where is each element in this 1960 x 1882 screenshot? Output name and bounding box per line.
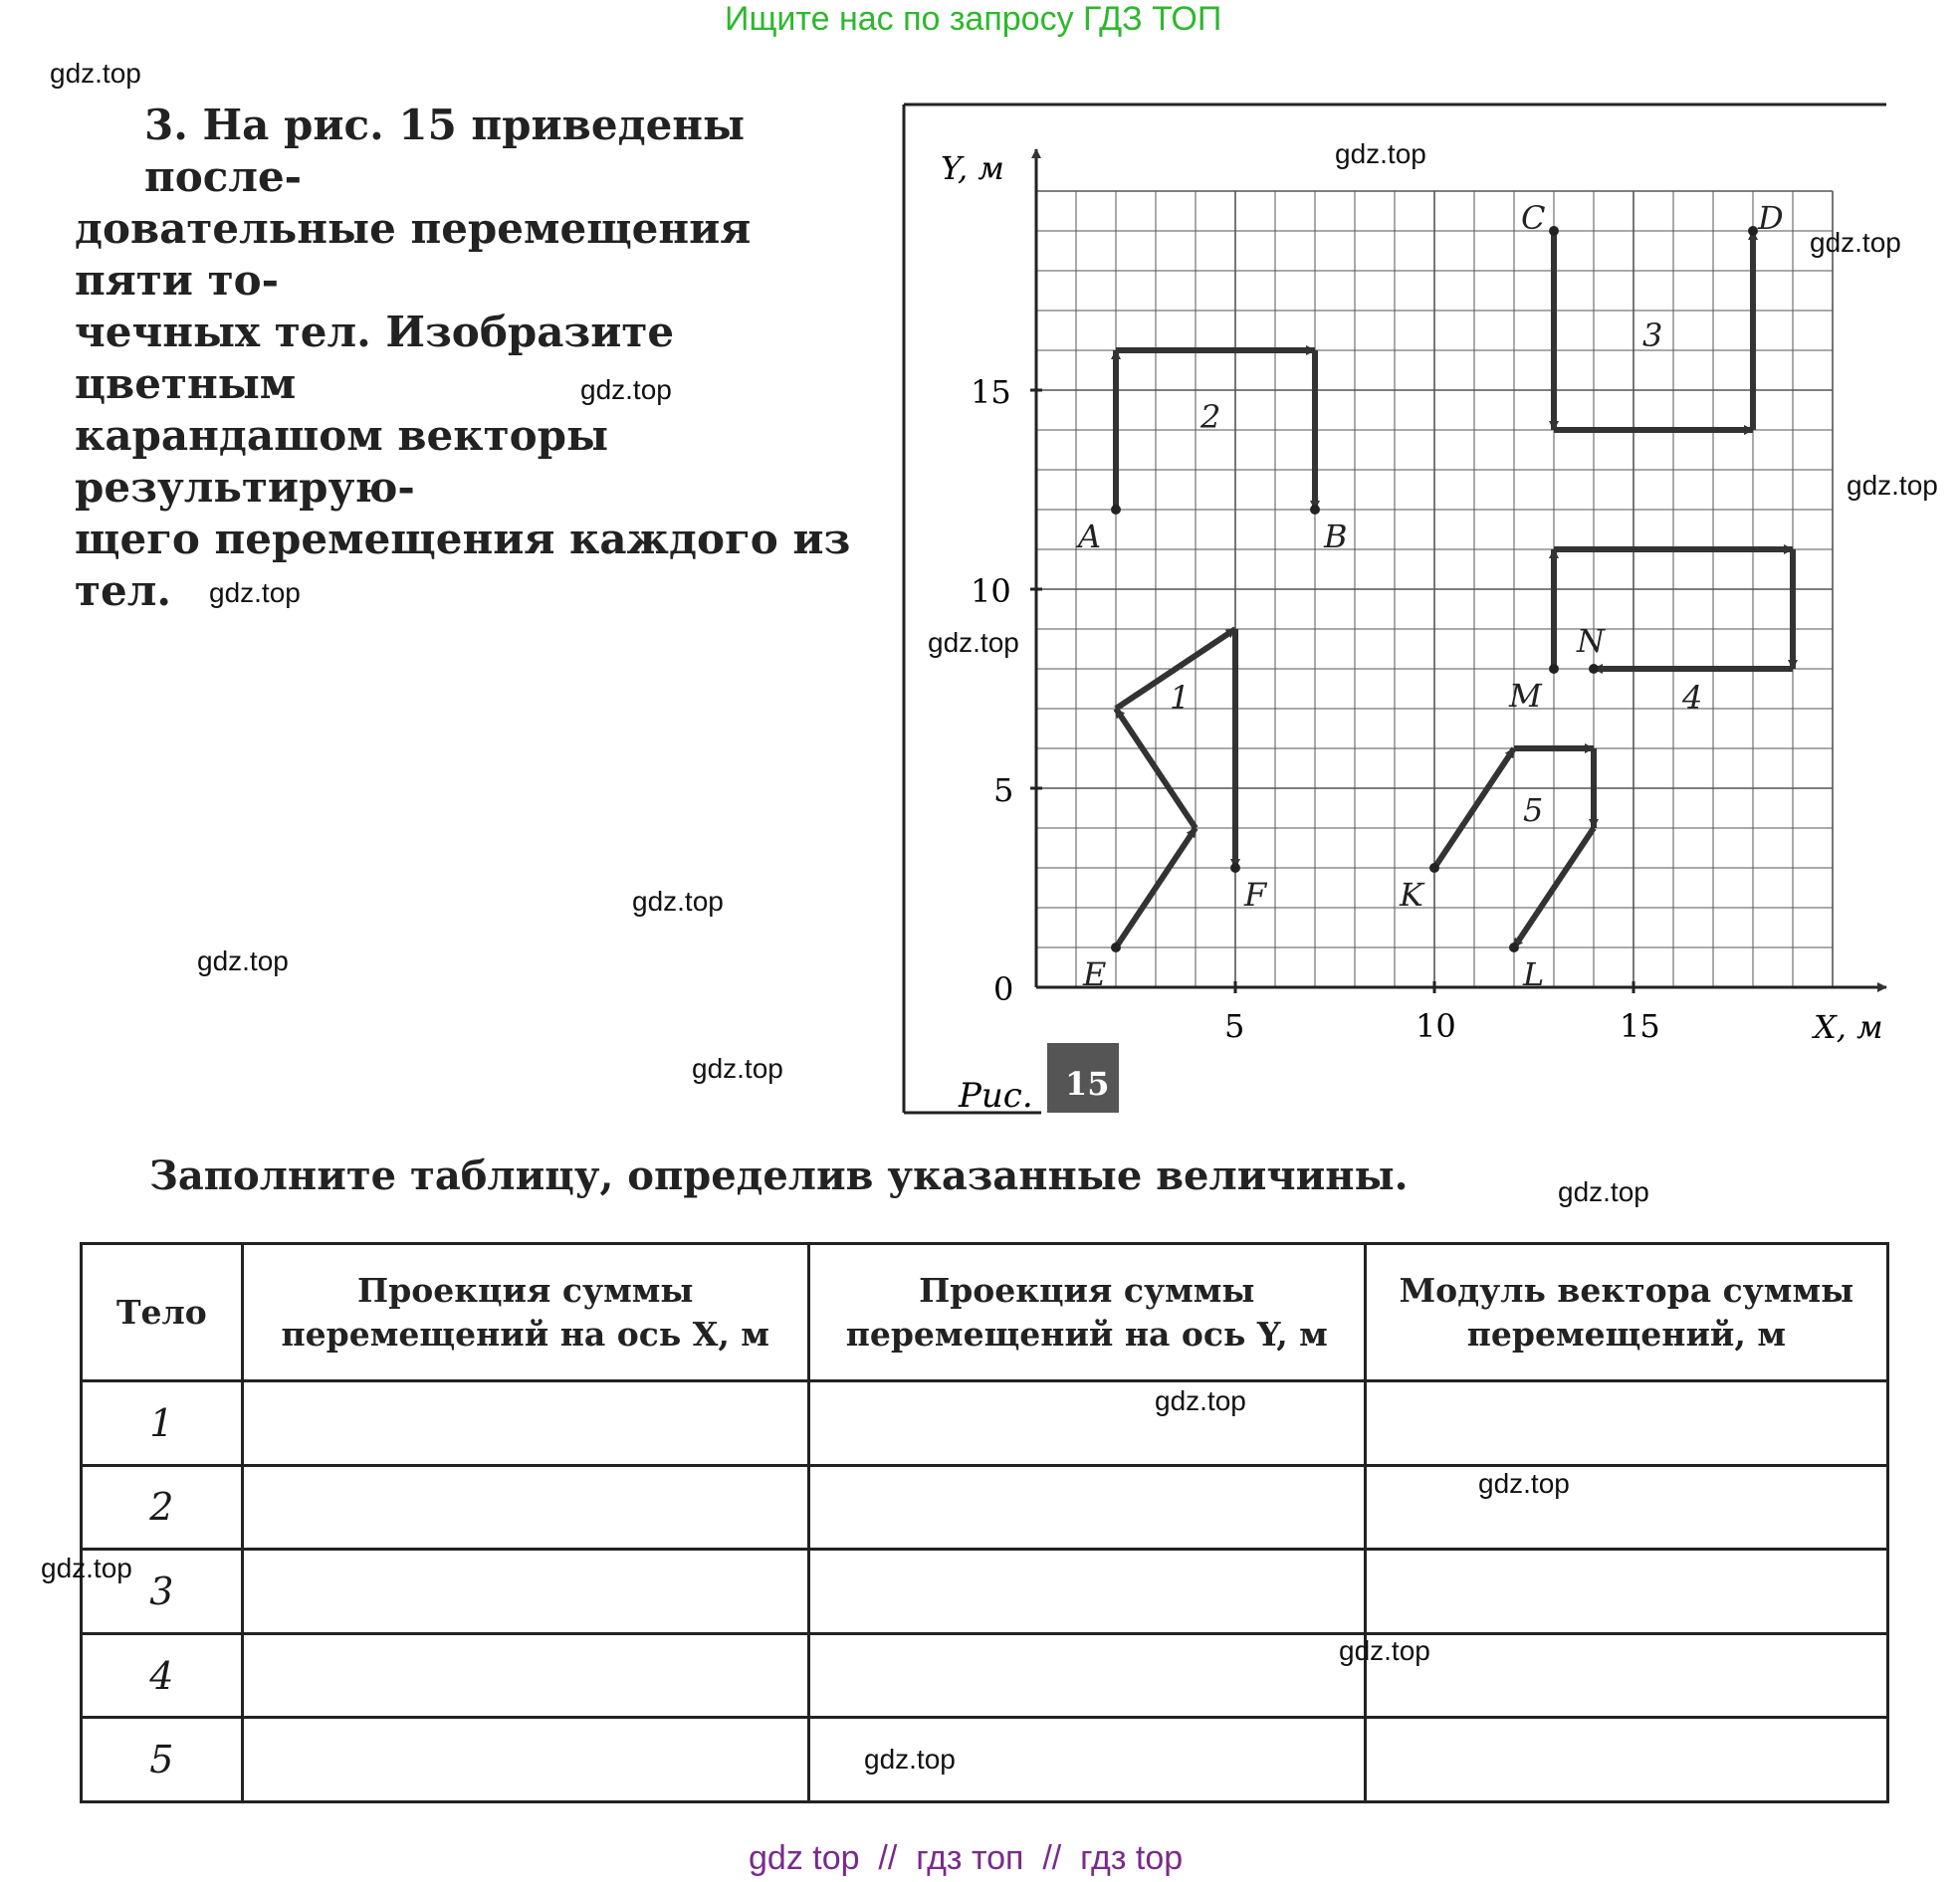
- origin-label: 0: [993, 970, 1014, 1008]
- task-line-1: 3. На рис. 15 приведены после-: [144, 101, 746, 201]
- point-label-K: K: [1400, 876, 1423, 914]
- x-tick-label: 10: [1416, 1007, 1456, 1045]
- header-body: Тело: [82, 1244, 243, 1381]
- cell-projection-x[interactable]: [242, 1465, 808, 1550]
- row-body-number: 1: [82, 1381, 243, 1466]
- coordinate-grid: [1030, 191, 1833, 993]
- row-body-number: 5: [82, 1718, 243, 1802]
- point-L: [1509, 942, 1519, 952]
- watermark: gdz.top: [1335, 138, 1426, 169]
- point-label-L: L: [1523, 955, 1545, 993]
- row-body-number: 4: [82, 1633, 243, 1718]
- point-B: [1310, 505, 1320, 515]
- watermark: gdz.top: [580, 374, 672, 405]
- watermark: gdz.top: [692, 1053, 783, 1084]
- path-label-3: 3: [1642, 316, 1663, 354]
- cell-projection-y[interactable]: [808, 1381, 1365, 1466]
- watermark: gdz.top: [1810, 227, 1901, 258]
- table-row: [82, 1381, 1888, 1466]
- y-tick-label: 10: [971, 572, 1011, 610]
- point-M: [1549, 664, 1559, 674]
- watermark: gdz.top: [41, 1553, 132, 1583]
- task-line-5: щего перемещения каждого из тел.: [75, 515, 851, 615]
- y-tick-label: 5: [993, 771, 1014, 809]
- answer-table: [80, 1242, 1889, 1803]
- point-label-F: F: [1244, 876, 1267, 914]
- cell-projection-x[interactable]: [242, 1550, 808, 1634]
- x-tick-label: 15: [1620, 1007, 1660, 1045]
- task-line-2: довательные перемещения пяти то-: [75, 204, 752, 305]
- cell-projection-x[interactable]: [242, 1633, 808, 1718]
- cell-projection-y[interactable]: [808, 1465, 1365, 1550]
- table-row: [82, 1633, 1888, 1718]
- point-C: [1549, 226, 1559, 236]
- watermark: gdz.top: [928, 627, 1019, 658]
- watermark: gdz.top: [1339, 1635, 1430, 1666]
- point-D: [1748, 226, 1758, 236]
- y-tick-label: 15: [971, 373, 1011, 411]
- point-A: [1111, 505, 1121, 515]
- cell-modulus[interactable]: [1365, 1465, 1887, 1550]
- point-F: [1230, 863, 1240, 873]
- table-header-row: [82, 1244, 1888, 1381]
- path-label-2: 2: [1200, 398, 1221, 436]
- task-line-4: карандашом векторы результирую-: [75, 411, 609, 512]
- top-banner: Ищите нас по запросу ГДЗ ТОП: [725, 0, 1222, 38]
- footer-links: gdz top // гдз топ // гдз top: [749, 1839, 1184, 1877]
- row-body-number: 2: [82, 1465, 243, 1550]
- point-K: [1429, 863, 1439, 873]
- point-label-B: B: [1324, 518, 1348, 555]
- watermark: gdz.top: [1558, 1176, 1649, 1207]
- point-label-D: D: [1758, 199, 1784, 237]
- task-line-3: чечных тел. Изобразите цветным: [75, 308, 675, 408]
- header-projection-x: Проекция суммы перемещений на ось X, м: [242, 1244, 808, 1381]
- figure-caption-word: Рис.: [959, 1076, 1033, 1116]
- point-label-N: N: [1577, 622, 1605, 660]
- header-projection-y: Проекция суммы перемещений на ось Y, м: [808, 1244, 1365, 1381]
- point-label-A: A: [1078, 518, 1102, 555]
- cell-modulus[interactable]: [1365, 1381, 1887, 1466]
- watermark: gdz.top: [864, 1744, 956, 1775]
- path-label-1: 1: [1170, 679, 1191, 717]
- point-label-M: M: [1509, 677, 1542, 715]
- x-tick-label: 5: [1224, 1007, 1245, 1045]
- watermark: gdz.top: [1478, 1468, 1570, 1499]
- table-row: [82, 1465, 1888, 1550]
- cell-projection-y[interactable]: [808, 1633, 1365, 1718]
- path-label-4: 4: [1682, 679, 1703, 717]
- cell-modulus[interactable]: [1365, 1550, 1887, 1634]
- point-E: [1111, 942, 1121, 952]
- table-row: [82, 1718, 1888, 1802]
- watermark: gdz.top: [1847, 470, 1938, 501]
- task-number: 3.: [144, 101, 188, 149]
- figure-number: 15: [1065, 1065, 1110, 1103]
- table-instruction: Заполните таблицу, определив указанные величины.: [149, 1152, 1409, 1199]
- point-N: [1589, 664, 1599, 674]
- cell-modulus[interactable]: [1365, 1718, 1887, 1802]
- y-axis-label: Y, м: [941, 149, 1004, 187]
- path-label-5: 5: [1523, 791, 1544, 829]
- point-label-C: C: [1521, 199, 1546, 237]
- cell-projection-x[interactable]: [242, 1381, 808, 1466]
- table-row: [82, 1550, 1888, 1634]
- point-label-E: E: [1083, 955, 1107, 993]
- watermark: gdz.top: [209, 577, 301, 608]
- x-axis-label: X, м: [1814, 1008, 1883, 1046]
- watermark: gdz.top: [50, 58, 141, 89]
- cell-projection-x[interactable]: [242, 1718, 808, 1802]
- watermark: gdz.top: [1155, 1385, 1246, 1416]
- watermark: gdz.top: [632, 886, 724, 917]
- row-body-number: 3: [82, 1550, 243, 1634]
- cell-projection-y[interactable]: [808, 1550, 1365, 1634]
- watermark: gdz.top: [197, 945, 289, 976]
- header-modulus: Модуль вектора суммы перемещений, м: [1365, 1244, 1887, 1381]
- cell-modulus[interactable]: [1365, 1633, 1887, 1718]
